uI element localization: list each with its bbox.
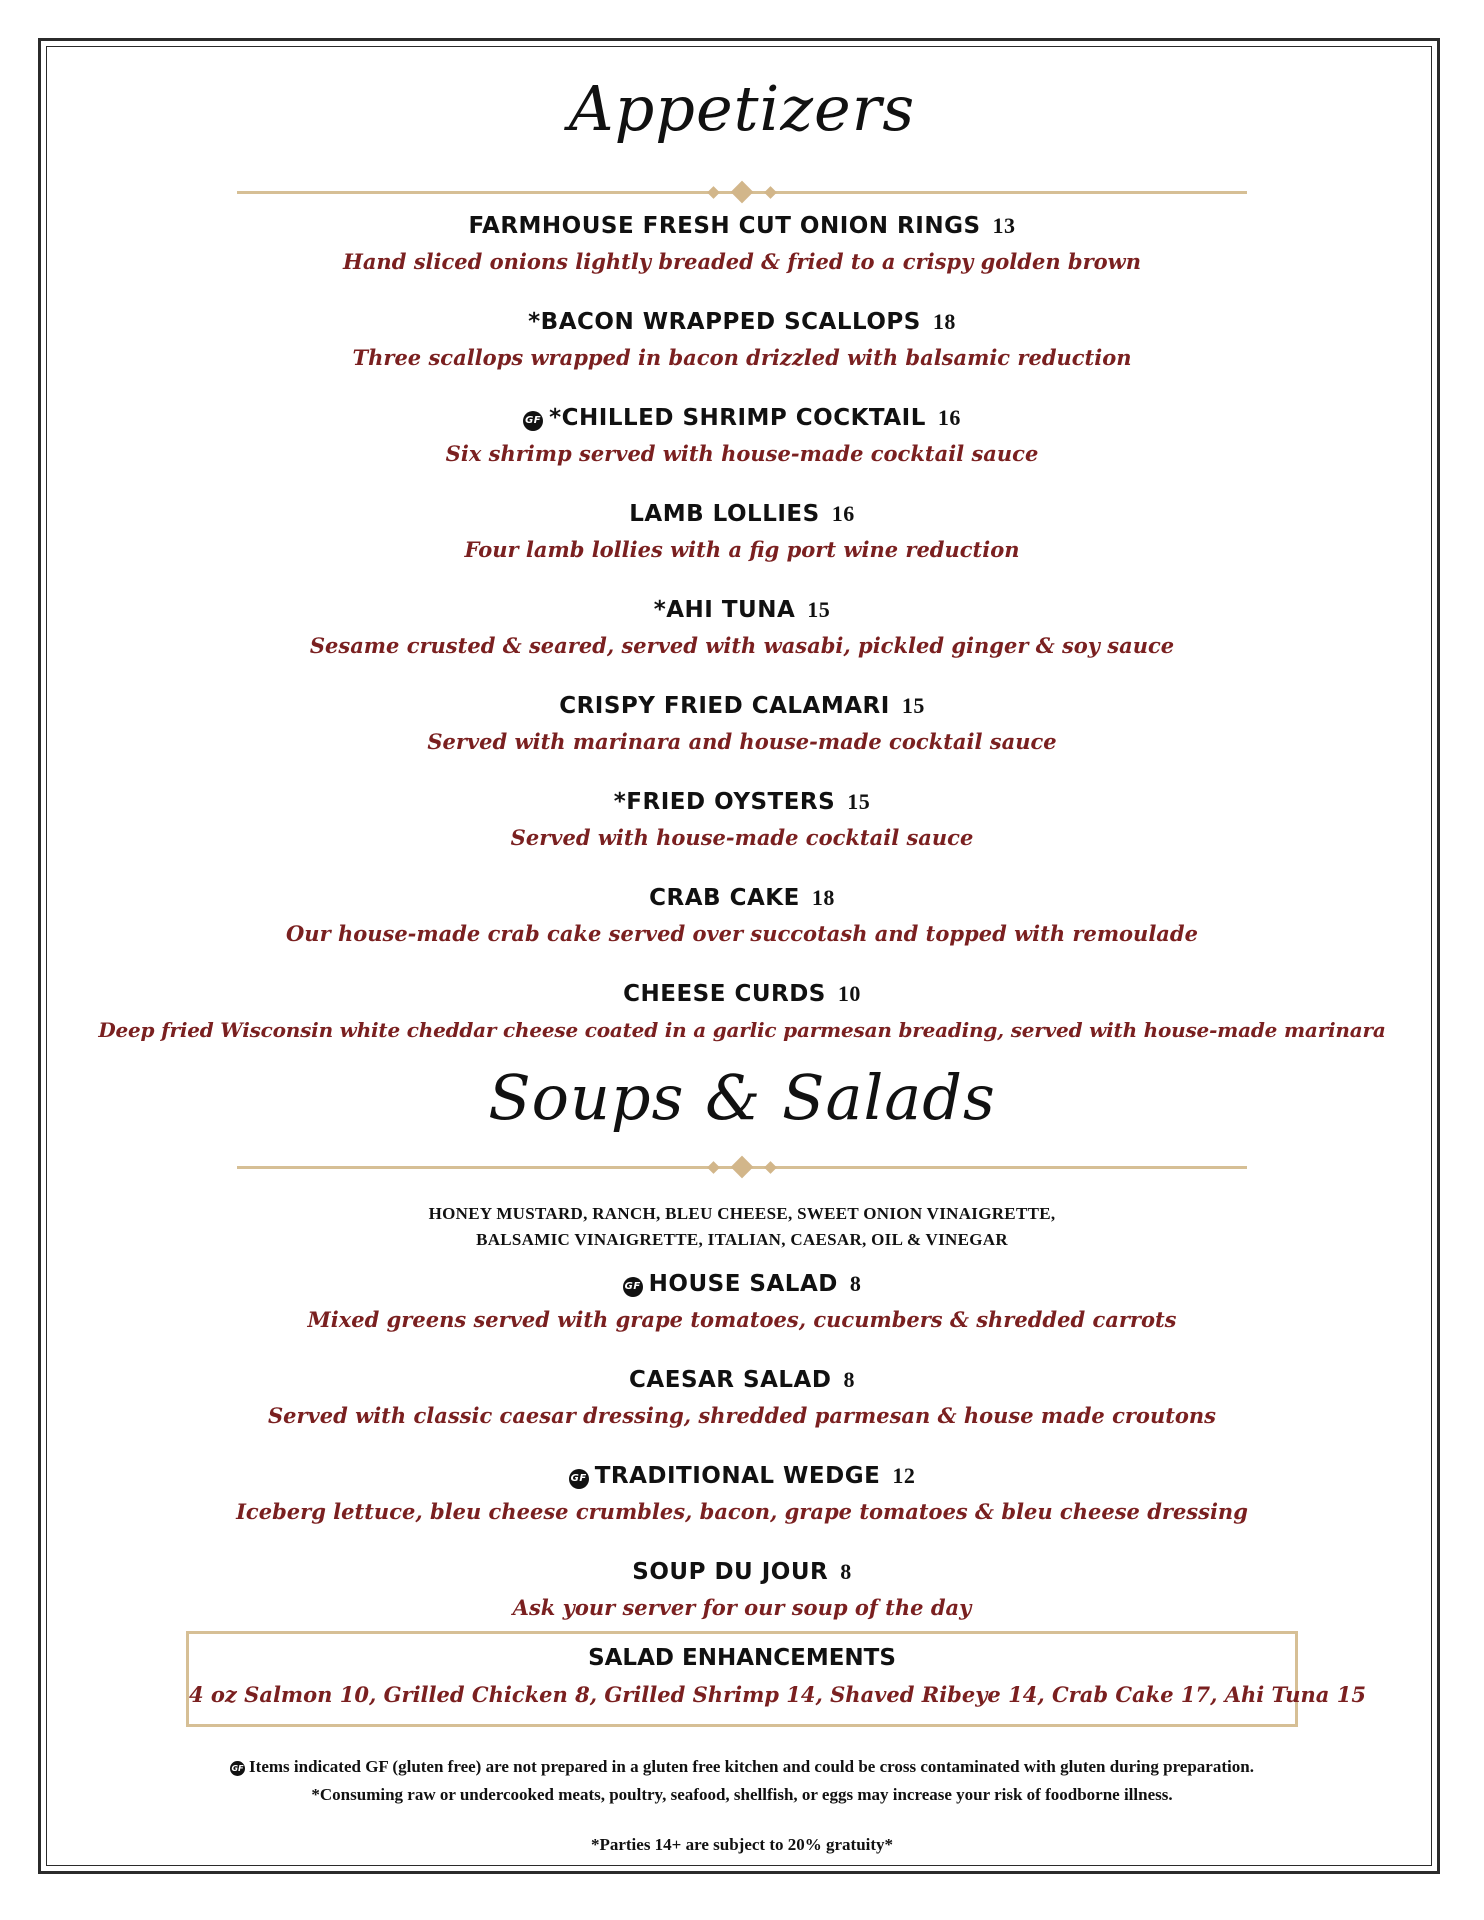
item-description: Ask your server for our soup of the day	[512, 1595, 972, 1620]
menu-item	[60, 1267, 1424, 1363]
dressings-list	[60, 1201, 1424, 1267]
dressings-line: BALSAMIC VINAIGRETTE, ITALIAN, CAESAR, OIL & VINEGAR	[476, 1230, 1008, 1249]
item-description: Served with marinara and house-made cocktail sauce	[427, 729, 1057, 754]
menu-item	[60, 881, 1424, 977]
item-price: 13	[992, 213, 1016, 238]
item-price: 16	[831, 501, 855, 526]
gluten-free-note: GF Items indicated GF (gluten free) are not prepared in a gluten free kitchen and could be cross contaminated with gluten during preparation.	[231, 1757, 1254, 1776]
footnotes	[60, 1753, 1424, 1859]
menu-item	[60, 497, 1424, 593]
gluten-free-icon: GF	[230, 1761, 245, 1776]
item-name: CHEESE CURDS	[623, 981, 826, 1007]
item-price: 15	[901, 693, 925, 718]
menu-item	[60, 785, 1424, 881]
menu-item	[60, 689, 1424, 785]
item-name: TRADITIONAL WEDGE	[594, 1463, 881, 1489]
item-price: 16	[937, 405, 961, 430]
item-name: CAESAR SALAD	[629, 1367, 832, 1393]
item-description: Sesame crusted & seared, served with wasabi, pickled ginger & soy sauce	[309, 633, 1175, 658]
item-price: 15	[807, 597, 831, 622]
menu-item	[60, 593, 1424, 689]
appetizers-divider	[237, 180, 1247, 204]
item-description: Deep fried Wisconsin white cheddar cheese coated in a garlic parmesan breading, served with house-made marinara	[98, 1018, 1386, 1042]
item-price: 8	[843, 1367, 855, 1392]
gluten-free-icon: GF	[623, 1277, 643, 1297]
item-price: 18	[932, 309, 956, 334]
item-name: CRAB CAKE	[649, 885, 800, 911]
item-name: HOUSE SALAD	[648, 1271, 838, 1297]
item-price: 12	[892, 1463, 916, 1488]
menu-item	[60, 977, 1424, 1057]
soups-salads-divider	[237, 1155, 1247, 1179]
item-name: CRISPY FRIED CALAMARI	[559, 693, 890, 719]
menu-item	[60, 401, 1424, 497]
appetizers-title: Appetizers	[568, 72, 916, 145]
item-name: *BACON WRAPPED SCALLOPS	[528, 309, 921, 335]
item-description: Iceberg lettuce, bleu cheese crumbles, bacon, grape tomatoes & bleu cheese dressing	[236, 1499, 1248, 1524]
item-description: Hand sliced onions lightly breaded & fried to a crispy golden brown	[342, 249, 1142, 274]
item-price: 8	[840, 1559, 852, 1584]
item-description: Mixed greens served with grape tomatoes, cucumbers & shredded carrots	[307, 1307, 1177, 1332]
enhancements-title: SALAD ENHANCEMENTS	[588, 1645, 896, 1671]
item-description: Our house-made crab cake served over succotash and topped with remoulade	[286, 921, 1198, 946]
salad-enhancements-box	[186, 1631, 1366, 1727]
dressings-line: HONEY MUSTARD, RANCH, BLEU CHEESE, SWEET ONION VINAIGRETTE,	[428, 1204, 1056, 1223]
appetizers-header	[60, 60, 1424, 180]
item-name: *AHI TUNA	[653, 597, 796, 623]
menu-item	[60, 1363, 1424, 1459]
menu-item	[60, 1459, 1424, 1555]
item-description: Served with house-made cocktail sauce	[510, 825, 974, 850]
gluten-free-icon: GF	[523, 411, 543, 431]
menu-item	[60, 1555, 1424, 1631]
item-description: Four lamb lollies with a fig port wine reduction	[464, 537, 1020, 562]
item-price: 8	[849, 1271, 862, 1296]
gratuity-note: *Parties 14+ are subject to 20% gratuity*	[590, 1835, 894, 1854]
item-description: Three scallops wrapped in bacon drizzled with balsamic reduction	[352, 345, 1132, 370]
raw-food-warning: *Consuming raw or undercooked meats, poultry, seafood, shellfish, or eggs may increase your risk of foodborne illness.	[311, 1785, 1173, 1804]
item-name: *FRIED OYSTERS	[613, 789, 836, 815]
soups-salads-header	[60, 1057, 1424, 1155]
gluten-free-icon: GF	[569, 1469, 589, 1489]
item-name: *CHILLED SHRIMP COCKTAIL	[549, 405, 926, 431]
item-price: 18	[811, 885, 835, 910]
item-price: 15	[847, 789, 871, 814]
item-name: SOUP DU JOUR	[632, 1559, 829, 1585]
enhancements-text: 4 oz Salmon 10, Grilled Chicken 8, Grilled Shrimp 14, Shaved Ribeye 14, Crab Cake 17, Ahi Tuna 15	[189, 1682, 1366, 1707]
item-name: FARMHOUSE FRESH CUT ONION RINGS	[468, 213, 981, 239]
item-description: Six shrimp served with house-made cocktail sauce	[445, 441, 1039, 466]
item-description: Served with classic caesar dressing, shredded parmesan & house made croutons	[267, 1403, 1217, 1428]
menu-item	[60, 209, 1424, 305]
menu-page	[60, 60, 1424, 1859]
item-price: 10	[837, 981, 861, 1006]
menu-item	[60, 305, 1424, 401]
appetizers-list	[60, 209, 1424, 1057]
soups-salads-title: Soups & Salads	[488, 1061, 996, 1134]
item-name: LAMB LOLLIES	[629, 501, 820, 527]
soups-salads-list	[60, 1267, 1424, 1631]
